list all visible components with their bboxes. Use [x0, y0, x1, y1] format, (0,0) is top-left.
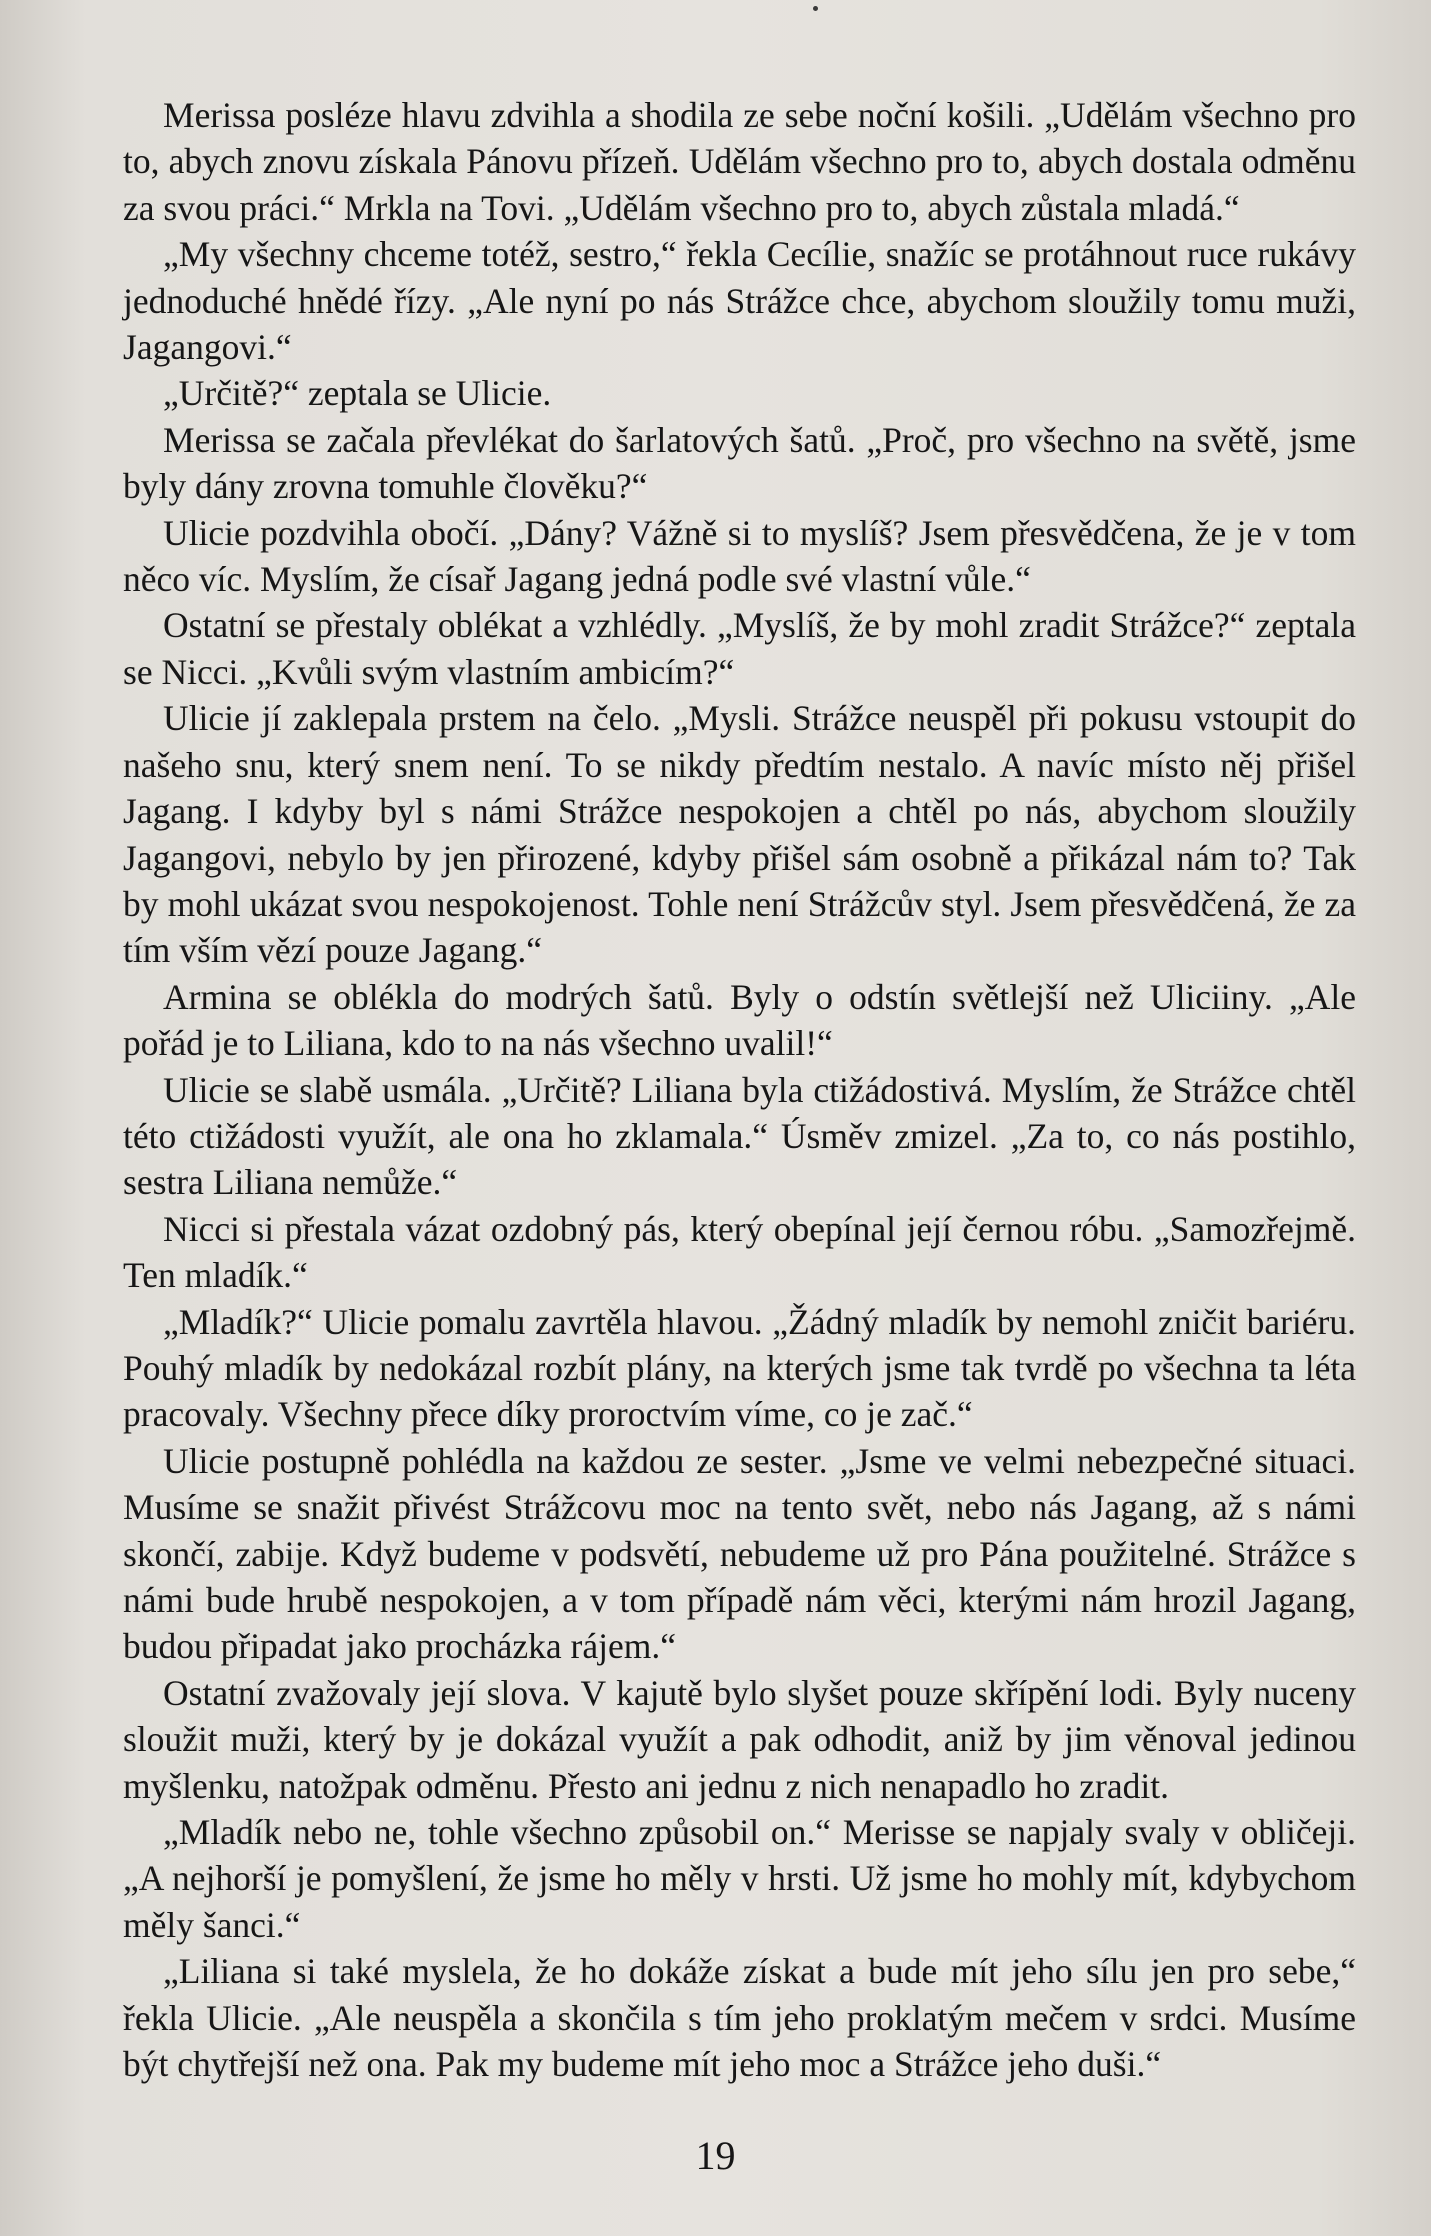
paragraph: „Mladík nebo ne, tohle všechno způsobil on.“ Merisse se napjaly svaly v obličeji. „A nejhorší je pomyšlení, že jsme ho měly v hrsti. Už jsme ho mohly mít, kdybychom měly šanci.“	[123, 1812, 1356, 1945]
paragraph: Merissa posléze hlavu zdvihla a shodila ze sebe noční košili. „Udělám všechno pro to, abych znovu získala Pánovu přízeň. Udělám všechno pro to, abych dostala odměnu za svou práci.“ Mrkla na Tovi. „Udělám všechno pro to, abych zůstala mladá.“	[123, 95, 1356, 228]
paragraph: „Mladík?“ Ulicie pomalu zavrtěla hlavou. „Žádný mladík by nemohl zničit bariéru. Pouhý mladík by nedokázal rozbít plány, na kterých jsme tak tvrdě po všechna ta léta pracovaly. Všechny přece díky proroctvím víme, co je zač.“	[123, 1301, 1356, 1435]
paragraph: Nicci si přestala vázat ozdobný pás, který obepínal její černou róbu. „Samozřejmě. Ten mladík.“	[123, 1208, 1356, 1296]
paragraph: Ostatní zvažovaly její slova. V kajutě bylo slyšet pouze skřípění lodi. Byly nuceny sloužit muži, který by je dokázal využít a pak odhodit, aniž by jim věnoval jedinou myšlenku, natožpak odměnu. Přesto ani jednu z nich nenapadlo ho zradit.	[123, 1672, 1356, 1806]
paragraph: Ulicie jí zaklepala prstem na čelo. „Mysli. Strážce neuspěl při pokusu vstoupit do našeho snu, který snem není. To se nikdy předtím nestalo. A navíc místo něj přišel Jagang. I kdyby byl s námi Strážce nespokojen a chtěl po nás, abychom sloužily Jagangovi, nebylo by jen přirozené, kdyby přišel sám osobně a přikázal nám to? Tak by mohl ukázat svou nespokojenost. Tohle není Strážcův styl. Jsem přesvědčená, že za tím vším vězí pouze Jagang.“	[123, 698, 1356, 971]
page-number: 19	[695, 2133, 736, 2178]
paragraph: Ulicie se slabě usmála. „Určitě? Liliana byla ctižádostivá. Myslím, že Strážce chtěl této ctižádosti využít, ale ona ho zklamala.“ Úsměv zmizel. „Za to, co nás postihlo, sestra Liliana nemůže.“	[123, 1069, 1356, 1203]
body-text	[123, 92, 1356, 2087]
paragraph: „Určitě?“ zeptala se Ulicie.	[163, 373, 552, 414]
paragraph: Ulicie pozdvihla obočí. „Dány? Vážně si to myslíš? Jsem přesvědčena, že je v tom něco víc. Myslím, že císař Jagang jedná podle své vlastní vůle.“	[123, 512, 1356, 600]
paragraph: Ostatní se přestaly oblékat a vzhlédly. „Myslíš, že by mohl zradit Strážce?“ zeptala se Nicci. „Kvůli svým vlastním ambicím?“	[123, 605, 1356, 692]
ink-speck	[813, 6, 818, 11]
paragraph: „Liliana si také myslela, že ho dokáže získat a bude mít jeho sílu jen pro sebe,“ řekla Ulicie. „Ale neuspěla a skončila s tím jeho proklatým mečem v srdci. Musíme být chytřejší než ona. Pak my budeme mít jeho moc a Strážce jeho duši.“	[123, 1951, 1356, 2085]
paragraph: Ulicie postupně pohlédla na každou ze sester. „Jsme ve velmi nebezpečné situaci. Musíme se snažit přivést Strážcovu moc na tento svět, nebo nás Jagang, až s námi skončí, zabije. Když budeme v podsvětí, nebudeme už pro Pána použitelné. Strážce s námi bude hrubě nespokojen, a v tom případě nám věci, kterými nám hrozil Jagang, budou připadat jako procházka rájem.“	[123, 1440, 1356, 1667]
paragraph: „My všechny chceme totéž, sestro,“ řekla Cecílie, snažíc se protáhnout ruce rukávy jednoduché hnědé řízy. „Ale nyní po nás Strážce chce, abychom sloužily tomu muži, Jagangovi.“	[123, 234, 1356, 368]
paragraph: Merissa se začala převlékat do šarlatových šatů. „Proč, pro všechno na světě, jsme byly dány zrovna tomuhle člověku?“	[123, 419, 1356, 507]
paragraph: Armina se oblékla do modrých šatů. Byly o odstín světlejší než Uliciiny. „Ale pořád je to Liliana, kdo to na nás všechno uvalil!“	[123, 976, 1356, 1064]
